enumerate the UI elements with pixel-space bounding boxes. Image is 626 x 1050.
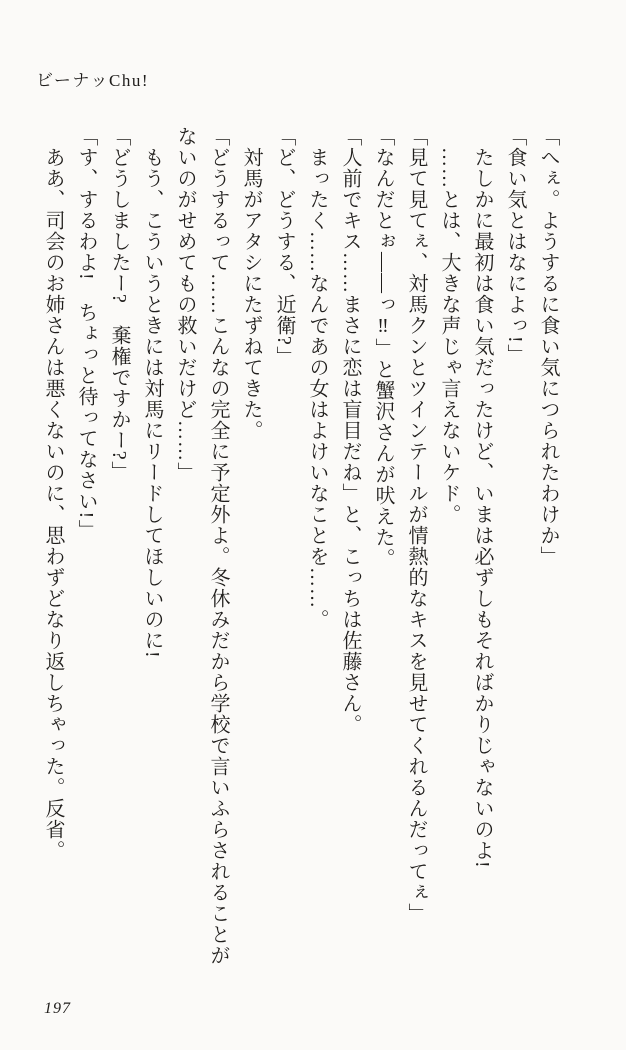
page-number: 197	[44, 1000, 71, 1017]
paragraph: まったく……なんであの女はよけいなことを……。	[306, 147, 328, 630]
paragraph: ……とは、大きな声じゃ言えないケド。	[438, 147, 460, 525]
paragraph: 「へぇ。ようするに食い気につられたわけか」	[537, 126, 559, 567]
paragraph: 「食い気とはなによっ!」	[504, 126, 526, 365]
paragraph: もう、こういうときには対馬にリードしてほしいのに!	[141, 147, 163, 659]
paragraph: 「ど、どうする、近衛?」	[273, 126, 295, 367]
paragraph: 「どうするって……こんなの完全に予定外よ。冬休みだから学校で言いふらされることがないのがせめてもの救いだけど……」	[174, 126, 229, 966]
paragraph: 「見て見てぇ、対馬クンとツインテールが情熱的なキスを見せてくれるんだってぇ」	[405, 126, 427, 924]
body-text	[36, 126, 564, 972]
paragraph: 「なんだとぉ――っ‼」と蟹沢さんが吠えた。	[372, 126, 394, 569]
paragraph: 「す、するわよ! ちょっと待ってなさい!」	[75, 126, 97, 541]
running-header-title: ビーナッChu!	[36, 71, 149, 90]
paragraph: ああ、司会のお姉さんは悪くないのに、思わずどなり返しちゃった。反省。	[42, 147, 64, 861]
paragraph: 「人前でキス……まさに恋は盲目だね」と、こっちは佐藤さん。	[339, 126, 361, 735]
paragraph: たしかに最初は食い気だったけど、いまは必ずしもそればかりじゃないのよ!	[471, 147, 493, 869]
paragraph: 「どうしましたー? 棄権ですかー?」	[108, 126, 130, 482]
paragraph: 対馬がアタシにたずねてきた。	[240, 147, 262, 441]
